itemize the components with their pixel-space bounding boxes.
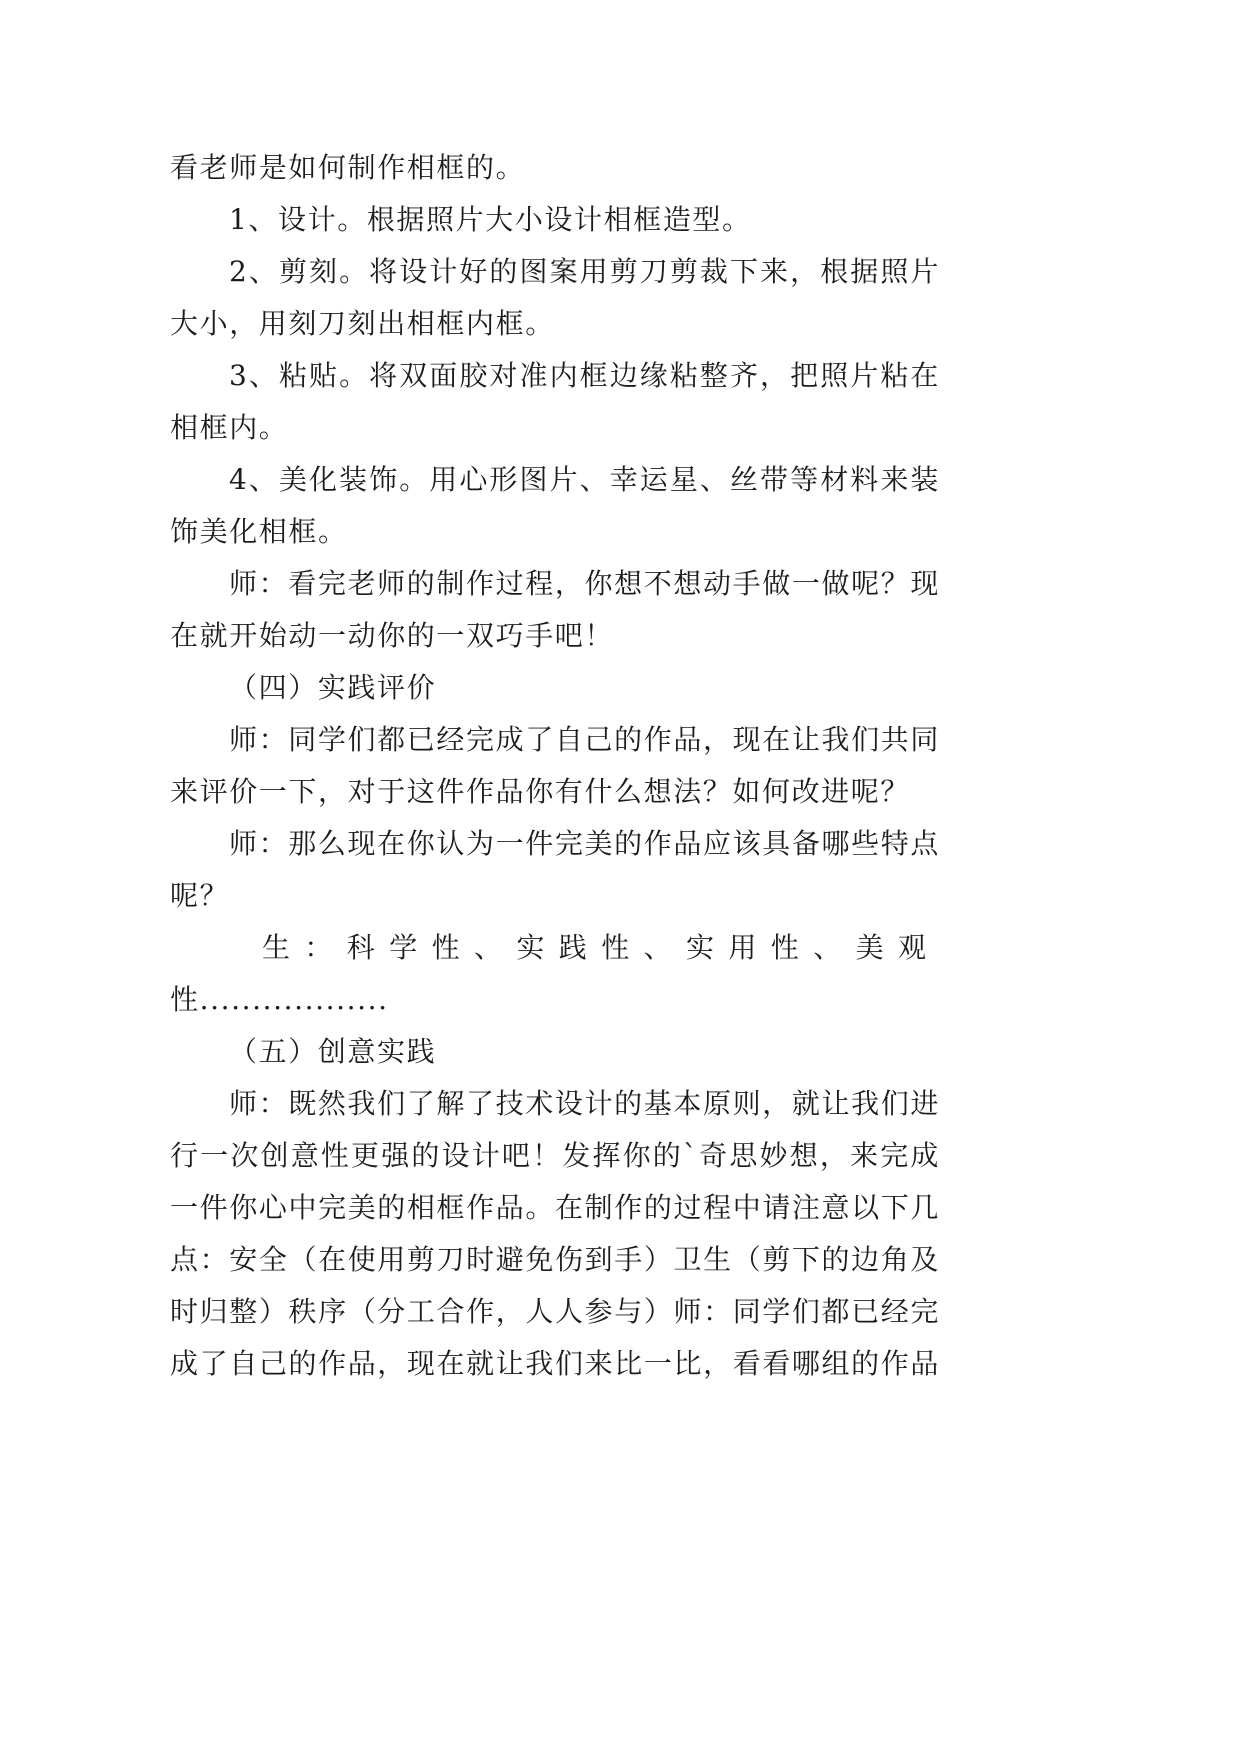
student-line: 生：科学性、实践性、实用性、美观 [262, 931, 940, 964]
step-line: 2、剪刻。将设计好的图案用剪刀剪裁下来，根据照片 [229, 255, 940, 288]
teacher-line: 师：既然我们了解了技术设计的基本原则，就让我们进 [229, 1087, 940, 1120]
teacher-line: 师：那么现在你认为一件完美的作品应该具备哪些特点 [229, 827, 940, 860]
section-heading: （四）实践评价 [229, 671, 437, 704]
step-line: 1、设计。根据照片大小设计相框造型。 [229, 203, 752, 236]
text-line: 行一次创意性更强的设计吧！发挥你的`奇思妙想，来完成 [170, 1139, 940, 1172]
text-line: 性.................. [170, 983, 389, 1016]
text-line: 大小，用刻刀刻出相框内框。 [170, 307, 555, 340]
step-line: 4、美化装饰。用心形图片、幸运星、丝带等材料来装 [229, 463, 940, 496]
text-line: 相框内。 [170, 411, 289, 444]
document-page [170, 142, 940, 1390]
teacher-line: 师：看完老师的制作过程，你想不想动手做一做呢？现 [229, 567, 940, 600]
text-line: 看老师是如何制作相框的。 [170, 151, 526, 184]
teacher-line: 师：同学们都已经完成了自己的作品，现在让我们共同 [229, 723, 940, 756]
section-heading: （五）创意实践 [229, 1035, 437, 1068]
text-line: 呢？ [170, 879, 230, 912]
text-line: 点：安全（在使用剪刀时避免伤到手）卫生（剪下的边角及 [170, 1243, 940, 1276]
step-line: 3、粘贴。将双面胶对准内框边缘粘整齐，把照片粘在 [229, 359, 940, 392]
text-line: 来评价一下，对于这件作品你有什么想法？如何改进呢？ [170, 775, 911, 808]
text-line: 时归整）秩序（分工合作，人人参与）师：同学们都已经完 [170, 1295, 940, 1328]
text-line: 成了自己的作品，现在就让我们来比一比，看看哪组的作品 [170, 1347, 940, 1380]
text-line: 饰美化相框。 [170, 515, 348, 548]
text-line: 一件你心中完美的相框作品。在制作的过程中请注意以下几 [170, 1191, 940, 1224]
text-line: 在就开始动一动你的一双巧手吧！ [170, 619, 615, 652]
